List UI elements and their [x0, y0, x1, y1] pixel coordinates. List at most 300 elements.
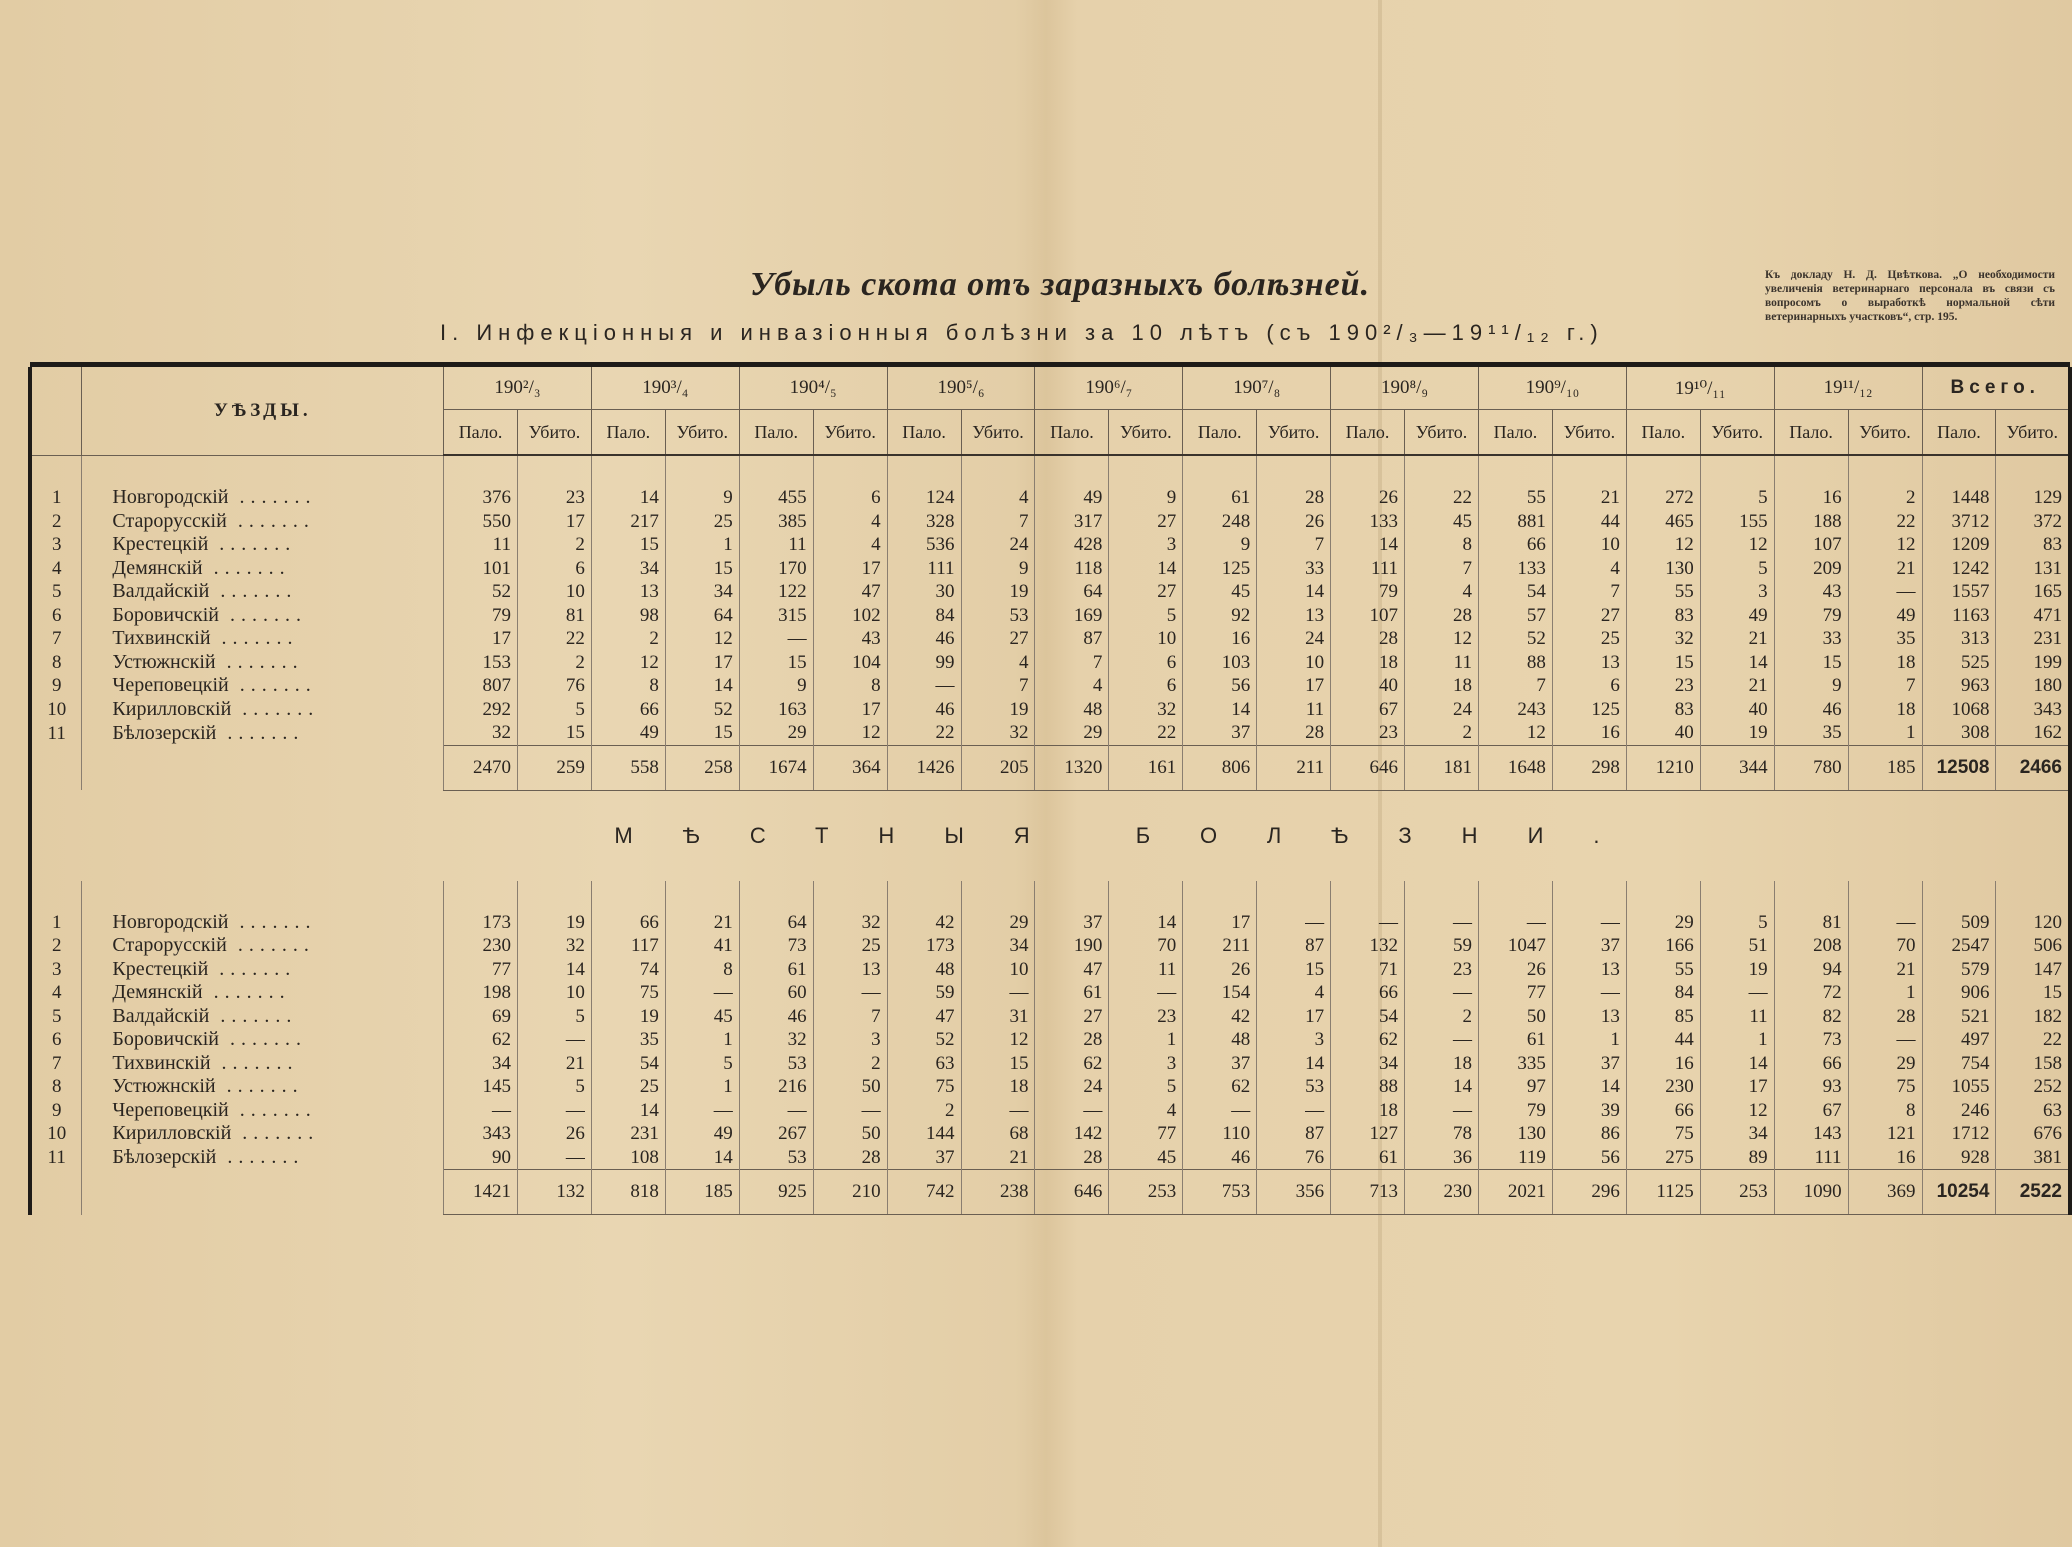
value-palo: 46: [739, 1005, 813, 1029]
value-ubito: 125: [1552, 698, 1626, 722]
header-palo: Пало.: [1774, 410, 1848, 456]
value-ubito: 2: [1848, 486, 1922, 510]
district-name-text: Демянскій: [112, 981, 203, 1004]
value-ubito: 14: [1552, 1075, 1626, 1099]
value-ubito: 18: [1405, 1052, 1479, 1076]
value-ubito: 76: [517, 674, 591, 698]
total-value: 364: [813, 745, 887, 790]
value-ubito: 14: [1405, 1075, 1479, 1099]
value-palo: 61: [1035, 981, 1109, 1005]
total-value: 713: [1331, 1170, 1405, 1215]
value-ubito: 13: [813, 958, 887, 982]
district-name: [82, 981, 444, 1005]
value-ubito: —: [1405, 1099, 1479, 1123]
district-row: [30, 1075, 2070, 1099]
value-ubito: 63: [1996, 1099, 2070, 1123]
value-ubito: —: [665, 981, 739, 1005]
value-ubito: 45: [1109, 1146, 1183, 1170]
value-ubito: 19: [1700, 958, 1774, 982]
value-ubito: 17: [1257, 674, 1331, 698]
value-ubito: 23: [517, 486, 591, 510]
total-value: 1210: [1626, 745, 1700, 790]
value-ubito: 6: [1552, 674, 1626, 698]
value-palo: 428: [1035, 533, 1109, 557]
value-ubito: 165: [1996, 580, 2070, 604]
value-ubito: 27: [1109, 580, 1183, 604]
value-ubito: 44: [1552, 510, 1626, 534]
spacer-cell: [961, 455, 1035, 486]
total-value: 646: [1331, 745, 1405, 790]
total-value: 753: [1183, 1170, 1257, 1215]
value-ubito: 24: [1405, 698, 1479, 722]
value-ubito: 51: [1700, 934, 1774, 958]
total-value: 780: [1774, 745, 1848, 790]
value-palo: 34: [1331, 1052, 1405, 1076]
value-ubito: 15: [1257, 958, 1331, 982]
value-ubito: 506: [1996, 934, 2070, 958]
value-ubito: 2: [1405, 1005, 1479, 1029]
value-ubito: 34: [1700, 1122, 1774, 1146]
value-palo: 40: [1626, 721, 1700, 745]
value-palo: 211: [1183, 934, 1257, 958]
value-ubito: 7: [1848, 674, 1922, 698]
value-palo: 75: [887, 1075, 961, 1099]
spacer-cell: [1405, 881, 1479, 911]
total-value: 742: [887, 1170, 961, 1215]
district-row: [30, 486, 2070, 510]
value-ubito: 52: [665, 698, 739, 722]
value-palo: 12: [1626, 533, 1700, 557]
value-ubito: 40: [1700, 698, 1774, 722]
value-palo: 33: [1774, 627, 1848, 651]
totals-label: [82, 1170, 444, 1215]
value-palo: 2: [591, 627, 665, 651]
header-year: 190⁵/₆: [887, 367, 1035, 410]
header-year: 19¹⁰/₁₁: [1626, 367, 1774, 410]
value-palo: 66: [591, 911, 665, 935]
district-row: [30, 604, 2070, 628]
spacer-cell: [887, 455, 961, 486]
value-ubito: 4: [813, 510, 887, 534]
value-ubito: 11: [1700, 1005, 1774, 1029]
value-palo: 272: [1626, 486, 1700, 510]
value-ubito: 14: [1257, 580, 1331, 604]
value-palo: 170: [739, 557, 813, 581]
value-palo: 16: [1774, 486, 1848, 510]
value-ubito: 21: [961, 1146, 1035, 1170]
district-row: [30, 557, 2070, 581]
spacer-cell: [444, 455, 518, 486]
header-palo: Пало.: [1922, 410, 1996, 456]
district-name: [82, 1099, 444, 1123]
header-palo: Пало.: [444, 410, 518, 456]
spacer-cell: [1183, 881, 1257, 911]
value-ubito: 70: [1109, 934, 1183, 958]
value-palo: 77: [1478, 981, 1552, 1005]
value-ubito: 26: [517, 1122, 591, 1146]
spacer-cell: [1552, 881, 1626, 911]
district-row: [30, 911, 2070, 935]
district-index: 3: [30, 958, 82, 982]
value-palo: 11: [444, 533, 518, 557]
spacer-cell: [1478, 881, 1552, 911]
value-ubito: 10: [517, 981, 591, 1005]
spacer-cell: [1552, 455, 1626, 486]
value-palo: 85: [1626, 1005, 1700, 1029]
spacer-cell: [1405, 455, 1479, 486]
value-ubito: 11: [1109, 958, 1183, 982]
value-ubito: 1: [1848, 721, 1922, 745]
value-ubito: 28: [1848, 1005, 1922, 1029]
value-palo: 32: [739, 1028, 813, 1052]
header-ubito: Убито.: [961, 410, 1035, 456]
value-palo: 509: [1922, 911, 1996, 935]
value-palo: 83: [1626, 604, 1700, 628]
value-palo: 66: [1626, 1099, 1700, 1123]
value-ubito: 147: [1996, 958, 2070, 982]
value-palo: 55: [1626, 580, 1700, 604]
leader-dots: .......: [208, 957, 297, 980]
value-ubito: 13: [1552, 651, 1626, 675]
value-palo: 37: [1183, 721, 1257, 745]
district-index: 10: [30, 1122, 82, 1146]
value-ubito: 104: [813, 651, 887, 675]
value-ubito: 76: [1257, 1146, 1331, 1170]
value-ubito: 22: [1996, 1028, 2070, 1052]
district-index: 5: [30, 1005, 82, 1029]
value-palo: —: [739, 627, 813, 651]
value-ubito: 21: [1700, 627, 1774, 651]
value-palo: 118: [1035, 557, 1109, 581]
value-palo: 144: [887, 1122, 961, 1146]
value-palo: 550: [444, 510, 518, 534]
value-palo: 1712: [1922, 1122, 1996, 1146]
district-index: 11: [30, 721, 82, 745]
district-index: 4: [30, 981, 82, 1005]
value-ubito: 4: [1109, 1099, 1183, 1123]
value-palo: 53: [739, 1052, 813, 1076]
total-value: 646: [1035, 1170, 1109, 1215]
value-palo: 55: [1626, 958, 1700, 982]
header-palo: Пало.: [739, 410, 813, 456]
value-palo: 103: [1183, 651, 1257, 675]
district-name-text: Устюжнскій: [112, 1075, 216, 1098]
district-index: 9: [30, 1099, 82, 1123]
spacer-cell: [82, 455, 444, 486]
value-palo: 35: [1774, 721, 1848, 745]
value-ubito: 24: [961, 533, 1035, 557]
spacer-row: [30, 455, 2070, 486]
section-index: [30, 790, 82, 881]
header-ubito: Убито.: [1552, 410, 1626, 456]
value-palo: 14: [1183, 698, 1257, 722]
total-value: 2021: [1478, 1170, 1552, 1215]
total-value: 558: [591, 745, 665, 790]
district-name: [82, 958, 444, 982]
value-palo: 54: [1478, 580, 1552, 604]
header-ubito: Убито.: [1109, 410, 1183, 456]
value-palo: 343: [444, 1122, 518, 1146]
value-ubito: 15: [1996, 981, 2070, 1005]
total-value: 2470: [444, 745, 518, 790]
district-index: 7: [30, 627, 82, 651]
value-ubito: 11: [1405, 651, 1479, 675]
value-ubito: —: [1405, 1028, 1479, 1052]
value-ubito: —: [1109, 981, 1183, 1005]
district-name: [82, 533, 444, 557]
value-ubito: 8: [813, 674, 887, 698]
value-palo: 190: [1035, 934, 1109, 958]
spacer-cell: [1257, 881, 1331, 911]
value-palo: 154: [1183, 981, 1257, 1005]
value-palo: 317: [1035, 510, 1109, 534]
value-palo: 14: [1331, 533, 1405, 557]
value-ubito: 12: [1700, 533, 1774, 557]
value-palo: 127: [1331, 1122, 1405, 1146]
value-ubito: 6: [517, 557, 591, 581]
value-ubito: 16: [1848, 1146, 1922, 1170]
total-value: 10254: [1922, 1170, 1996, 1215]
value-palo: 4: [1035, 674, 1109, 698]
value-ubito: 1: [1700, 1028, 1774, 1052]
value-ubito: 87: [1257, 1122, 1331, 1146]
value-palo: 62: [1035, 1052, 1109, 1076]
total-value: 925: [739, 1170, 813, 1215]
total-value: 211: [1257, 745, 1331, 790]
value-palo: 111: [1774, 1146, 1848, 1170]
value-ubito: 18: [1848, 698, 1922, 722]
value-palo: 465: [1626, 510, 1700, 534]
value-ubito: 8: [1405, 533, 1479, 557]
value-palo: 56: [1183, 674, 1257, 698]
value-palo: 64: [1035, 580, 1109, 604]
value-ubito: 15: [517, 721, 591, 745]
district-index: 11: [30, 1146, 82, 1170]
spacer-cell: [813, 881, 887, 911]
value-palo: 37: [1183, 1052, 1257, 1076]
value-palo: 92: [1183, 604, 1257, 628]
value-ubito: —: [1405, 911, 1479, 935]
district-name-text: Бѣлозерскій: [112, 1146, 217, 1168]
district-name: [82, 1122, 444, 1146]
value-ubito: 12: [665, 627, 739, 651]
header-ubito: Убито.: [1848, 410, 1922, 456]
value-ubito: 22: [1405, 486, 1479, 510]
leader-dots: .......: [228, 910, 317, 933]
header-years-row: [30, 367, 2070, 410]
value-palo: 15: [591, 533, 665, 557]
value-palo: 208: [1774, 934, 1848, 958]
value-palo: 48: [1035, 698, 1109, 722]
value-palo: 47: [887, 1005, 961, 1029]
value-palo: 75: [1626, 1122, 1700, 1146]
header-year: 190⁷/₈: [1183, 367, 1331, 410]
value-ubito: 86: [1552, 1122, 1626, 1146]
header-palo: Пало.: [591, 410, 665, 456]
value-ubito: 102: [813, 604, 887, 628]
value-palo: 22: [887, 721, 961, 745]
district-index: 2: [30, 934, 82, 958]
district-name-text: Тихвинскій: [112, 627, 211, 650]
value-palo: 74: [591, 958, 665, 982]
total-value: 1421: [444, 1170, 518, 1215]
value-palo: 248: [1183, 510, 1257, 534]
value-palo: 11: [739, 533, 813, 557]
value-ubito: 1: [665, 1028, 739, 1052]
district-name: [82, 510, 444, 534]
value-palo: 807: [444, 674, 518, 698]
spacer-cell: [1257, 455, 1331, 486]
district-index: 5: [30, 580, 82, 604]
value-ubito: 7: [1552, 580, 1626, 604]
header-ubito: Убито.: [1700, 410, 1774, 456]
value-palo: 2: [887, 1099, 961, 1123]
total-value: 185: [665, 1170, 739, 1215]
value-ubito: 14: [1109, 557, 1183, 581]
value-palo: 62: [1331, 1028, 1405, 1052]
district-name-text: Череповецкій: [112, 674, 229, 697]
value-ubito: 5: [517, 1075, 591, 1099]
district-name-text: Кирилловскій: [112, 697, 232, 720]
value-ubito: 7: [1405, 557, 1479, 581]
district-index: 9: [30, 674, 82, 698]
value-palo: 90: [444, 1146, 518, 1170]
value-ubito: 18: [961, 1075, 1035, 1099]
spacer-cell: [1848, 455, 1922, 486]
value-palo: 13: [591, 580, 665, 604]
value-ubito: 14: [665, 1146, 739, 1170]
value-palo: 173: [887, 934, 961, 958]
total-value: 298: [1552, 745, 1626, 790]
value-ubito: 12: [1848, 533, 1922, 557]
district-name: [82, 721, 444, 745]
value-palo: 19: [591, 1005, 665, 1029]
value-palo: 98: [591, 604, 665, 628]
value-ubito: 21: [1848, 958, 1922, 982]
value-ubito: 121: [1848, 1122, 1922, 1146]
value-ubito: 81: [517, 604, 591, 628]
leader-dots: .......: [228, 674, 317, 697]
total-value: 132: [517, 1170, 591, 1215]
value-ubito: 17: [1700, 1075, 1774, 1099]
value-ubito: —: [517, 1099, 591, 1123]
value-palo: 61: [739, 958, 813, 982]
value-ubito: 17: [813, 557, 887, 581]
value-palo: 231: [591, 1122, 665, 1146]
value-ubito: 75: [1848, 1075, 1922, 1099]
value-ubito: 22: [1848, 510, 1922, 534]
value-palo: 153: [444, 651, 518, 675]
value-ubito: 28: [1405, 604, 1479, 628]
district-row: [30, 674, 2070, 698]
value-palo: 16: [1183, 627, 1257, 651]
value-palo: 32: [1626, 627, 1700, 651]
value-palo: 173: [444, 911, 518, 935]
header-palo: Пало.: [1183, 410, 1257, 456]
value-ubito: 27: [1552, 604, 1626, 628]
value-ubito: 10: [1257, 651, 1331, 675]
value-palo: 48: [1183, 1028, 1257, 1052]
value-palo: 521: [1922, 1005, 1996, 1029]
total-value: 181: [1405, 745, 1479, 790]
value-palo: 84: [887, 604, 961, 628]
header-year: 19¹¹/₁₂: [1774, 367, 1922, 410]
value-palo: 145: [444, 1075, 518, 1099]
value-palo: 209: [1774, 557, 1848, 581]
value-ubito: 10: [961, 958, 1035, 982]
value-palo: 40: [1331, 674, 1405, 698]
district-name-text: Боровичскій: [112, 603, 219, 626]
value-palo: 579: [1922, 958, 1996, 982]
value-palo: 124: [887, 486, 961, 510]
district-row: [30, 981, 2070, 1005]
value-ubito: 381: [1996, 1146, 2070, 1170]
spacer-cell: [739, 881, 813, 911]
total-value: 205: [961, 745, 1035, 790]
value-ubito: 13: [1552, 1005, 1626, 1029]
spacer-cell: [665, 881, 739, 911]
value-palo: 34: [591, 557, 665, 581]
leader-dots: .......: [218, 1028, 307, 1051]
value-palo: 16: [1626, 1052, 1700, 1076]
value-ubito: —: [517, 1028, 591, 1052]
value-palo: 313: [1922, 627, 1996, 651]
leader-dots: .......: [209, 580, 298, 603]
value-palo: 111: [1331, 557, 1405, 581]
district-name-text: Череповецкій: [112, 1098, 229, 1121]
value-ubito: 50: [813, 1075, 887, 1099]
value-ubito: 14: [1109, 911, 1183, 935]
value-palo: 17: [1183, 911, 1257, 935]
value-ubito: 372: [1996, 510, 2070, 534]
value-ubito: 471: [1996, 604, 2070, 628]
totals-index: [30, 745, 82, 790]
value-palo: 385: [739, 510, 813, 534]
reference-note: Къ докладу Н. Д. Цвѣткова. „О необходимости увеличенія ветеринарнаго персонала въ связи съ вопросомъ о выработкѣ нормальной сѣти ветеринарныхъ участковъ“, стр. 195.: [1765, 269, 2055, 323]
value-ubito: 13: [1552, 958, 1626, 982]
value-palo: 928: [1922, 1146, 1996, 1170]
value-ubito: 5: [1700, 911, 1774, 935]
value-palo: 18: [1331, 651, 1405, 675]
value-ubito: 9: [1109, 486, 1183, 510]
value-ubito: —: [1552, 911, 1626, 935]
district-row: [30, 1052, 2070, 1076]
leader-dots: .......: [210, 627, 299, 650]
value-palo: 217: [591, 510, 665, 534]
value-palo: 963: [1922, 674, 1996, 698]
value-palo: 54: [591, 1052, 665, 1076]
value-palo: 79: [1331, 580, 1405, 604]
value-ubito: 13: [1257, 604, 1331, 628]
value-palo: 57: [1478, 604, 1552, 628]
total-value: 1125: [1626, 1170, 1700, 1215]
value-ubito: 12: [961, 1028, 1035, 1052]
district-name: [82, 1146, 444, 1170]
value-ubito: 3: [1257, 1028, 1331, 1052]
value-palo: 37: [887, 1146, 961, 1170]
value-ubito: 28: [813, 1146, 887, 1170]
totals-index: [30, 1170, 82, 1215]
value-ubito: 77: [1109, 1122, 1183, 1146]
value-palo: 46: [1774, 698, 1848, 722]
header-year: 190²/₃: [444, 367, 592, 410]
value-ubito: 17: [813, 698, 887, 722]
value-ubito: 49: [665, 1122, 739, 1146]
value-palo: 169: [1035, 604, 1109, 628]
value-ubito: —: [961, 1099, 1035, 1123]
value-palo: 66: [591, 698, 665, 722]
total-value: 1674: [739, 745, 813, 790]
